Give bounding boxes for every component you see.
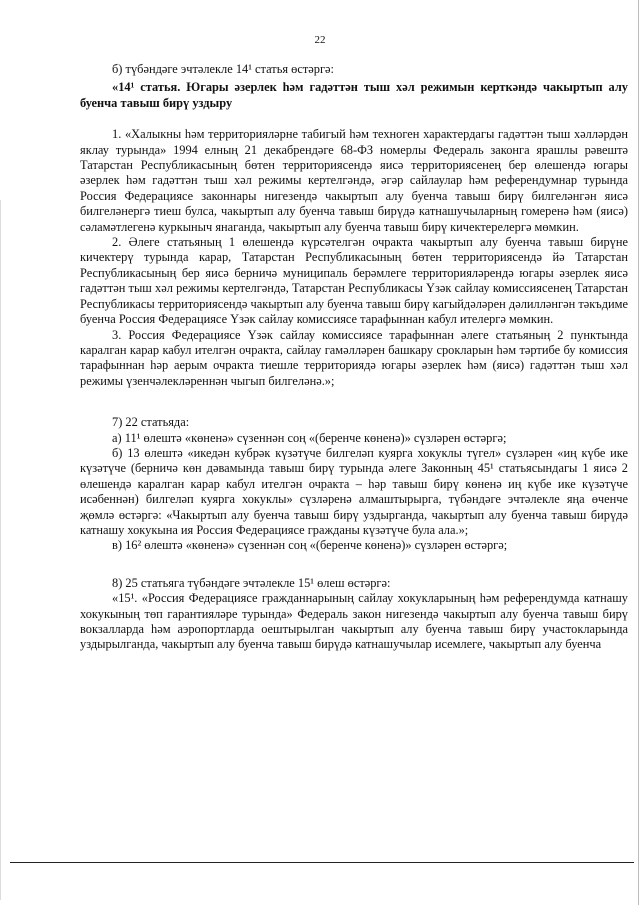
bottom-rule [10, 862, 634, 863]
page-number: 22 [314, 34, 326, 46]
paragraph: 3. Россия Федерациясе Үзәк сайлау комиссиясе тарафыннан әлеге статьяның 2 пунктында каралган карар кабул ителгән очракта, сайлау гамәлләрен башкару срокларын һәм тәртибе бу комиссия тарафыннан һәр аерым очракта тиешле территориядә югары әзерлек һәм (яисә) гадәттән тыш хәл режимы үзенчәлекләреннән чыгып билгеләнә.»; [80, 327, 628, 388]
paragraph: в) 16² өлештә «көненә» сүзеннән соң «(беренче көненә)» сүзләрен өстәргә; [112, 538, 508, 553]
scan-edge [638, 0, 639, 905]
paragraph: 8) 25 статьяга түбәндәге эчтәлекле 15¹ өлеш өстәргә: [112, 575, 391, 590]
document-body [80, 62, 628, 653]
paragraph: б) түбәндәге эчтәлекле 14¹ статья өстәргә: [112, 62, 334, 76]
paragraph: а) 11¹ өлештә «көненә» сүзеннән соң «(беренче көненә)» сүзләрен өстәргә; [112, 430, 507, 445]
article-heading: «14¹ статья. Югары әзерлек һәм гадәттән тыш хәл режимын керткәндә чакыртып алу буенча тавыш бирү уздыру [80, 80, 628, 110]
paragraph: 2. Әлеге статьяның 1 өлешендә күрсәтелгән очракта чакыртып алу буенча тавыш бирүне кичектерү турында карар, Татарстан Республикасының бөтен территориясендә йә Татарстан Республикасының бер яисә берничә муниципаль берәмлеге территорияләрендә югары әзерлек яисә гадәттән тыш хәл режимы кертелгәндә, Татарстан Республикасы Үзәк сайлау комиссиясенең Татарстан Республикасы территориясендә чакыртып алу буенча тавыш бирү кагыйдәләрен дәлилләнгән тәкъдиме буенча Россия Федерациясе Үзәк сайлау комиссиясе тарафыннан кабул ителергә мөмкин. [80, 235, 628, 327]
scan-edge [0, 200, 1, 900]
paragraph: «15¹. «Россия Федерациясе гражданнарының сайлау хокукларының һәм референдумда катнашу хокукының төп гарантияләре турында» Федераль закон нигезендә чакыртып алу буенча тавыш бирү вокзалларда һәм аэропортларда оештырылган чакыртып алу буенча тавыш бирү участокларында уздырылганда, чакыртып алу буенча тавыш бирүдә катнашучылар исемлеге, чакыртып алу буенча [80, 591, 628, 652]
paragraph: б) 13 өлештә «икедән кубрәк күзәтүче билгеләп куярга хокуклы түгел» сүзләрен «иң күбе ике күзәтүче (берничә көн дәвамында тавыш бирү турында әлеге Законның 45¹ статьясындагы 1 яисә 2 өлешендә каралган карар кабул ителгән очракта – һәр тавыш бирү көненә иң күбе ике күзәтүче исәбеннән) билгеләп куярга хокуклы» сүзләренә алмаштырырга, түбәндәге эчтәлекле яңа өченче җөмлә өстәргә: «Чакыртып алу буенча тавыш бирү уздырганда, чакыртып алу буенча тавыш бирүдә катнашу хокукына ия Россия Федерациясе гражданы күзәтүче була ала.»; [80, 445, 628, 537]
paragraph: 7) 22 статьяда: [112, 415, 190, 430]
paragraph: 1. «Халыкны һәм территорияләрне табигый һәм техноген характердагы гадәттән тыш хәлләрдән яклау турында» 1994 елның 21 декабрендәге 68-ФЗ номерлы Федераль законга ярашлы рәвештә Татарстан Республикасының бөтен территориясендә яисә территориясенең бер өлешендә югары әзерлек һәм гадәттән тыш хәл режимы кертелгәндә, әгәр сайлаулар һәм референдумнар турында Россия Федерациясе законнары нигезендә чакыртып алу буенча тавыш бирү билгеләнгән яисә билгеләнергә тиеш булса, чакыртып алу буенча тавыш бирүдә катнашучыларның гомеренә һәм (яисә) сәламәтлегенә куркыныч янаганда, чакыртып алу буенча тавыш бирү кичектерелергә мөмкин. [80, 127, 628, 234]
